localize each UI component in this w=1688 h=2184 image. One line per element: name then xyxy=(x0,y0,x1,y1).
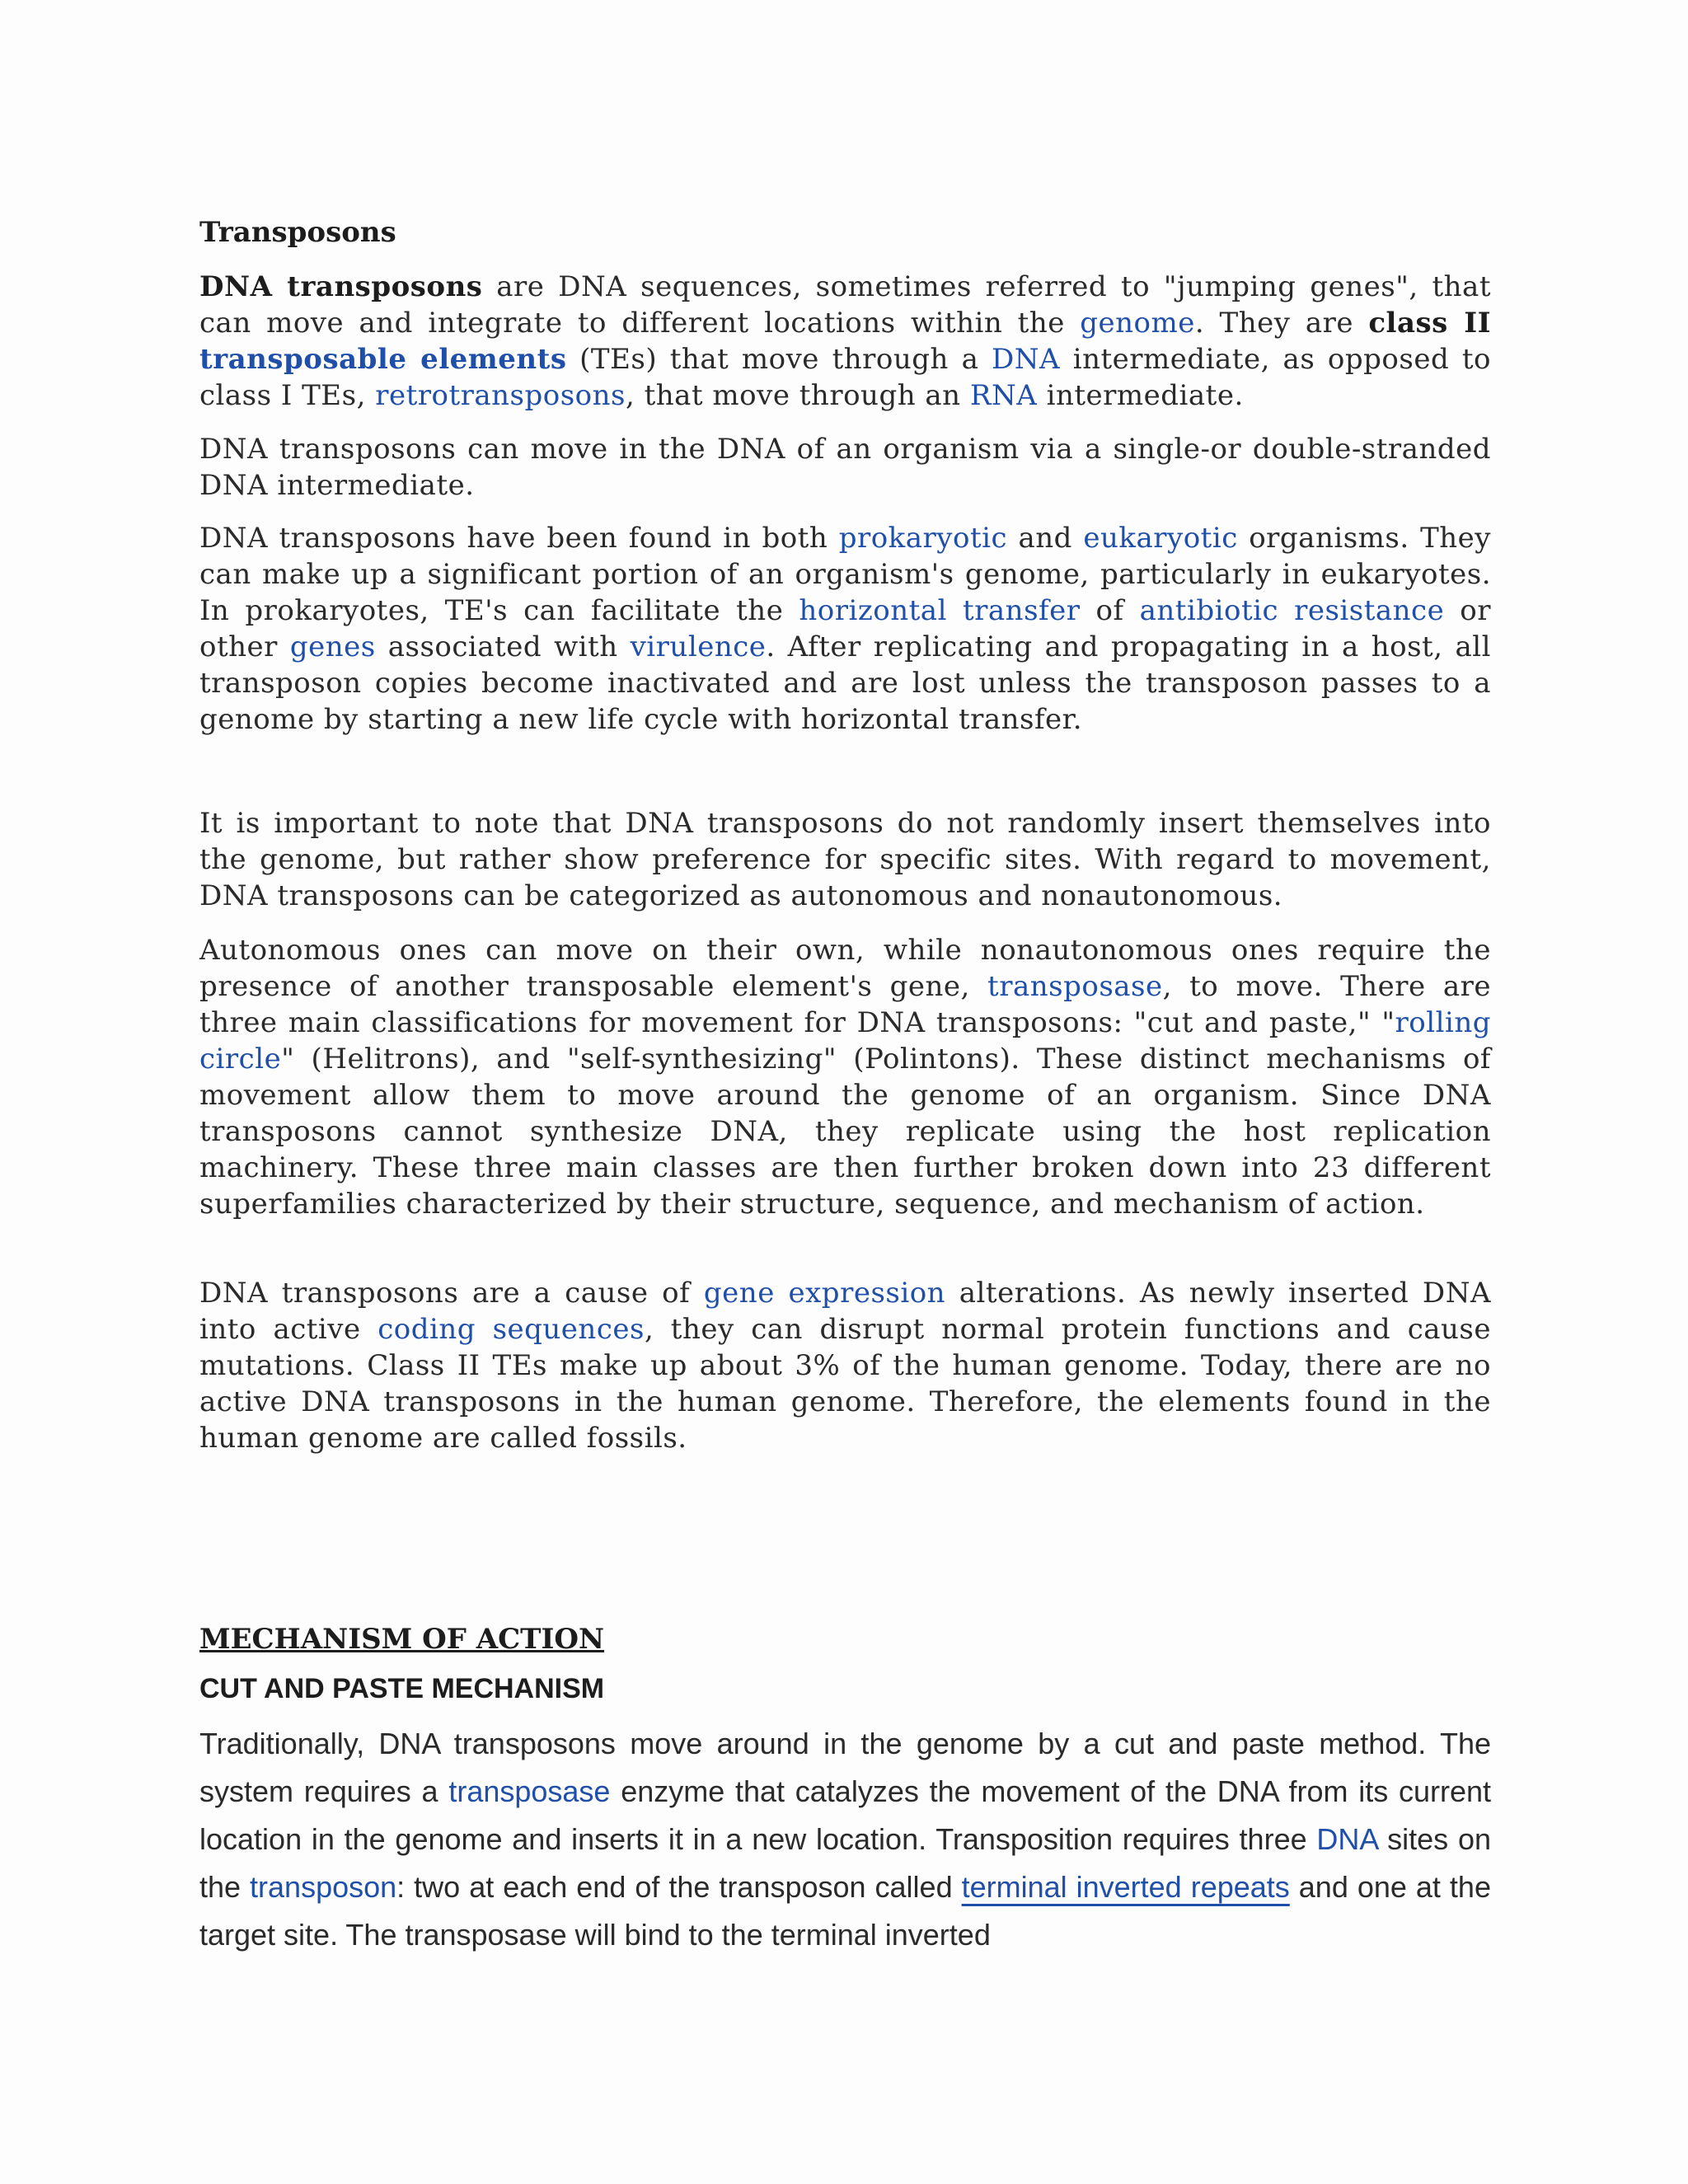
link-transposase-2[interactable]: transposase xyxy=(448,1774,611,1808)
subsection-heading-cut-and-paste: CUT AND PASTE MECHANISM xyxy=(199,1673,605,1704)
paragraph-autonomous: Autonomous ones can move on their own, while nonautonomous ones require the presence of another transposable element's gene, transposase, to move. There are three main classifications for movement for DNA transposons: "cut and paste," "rolling circle" (Helitrons), and "self-synthesizing" (Polintons). These distinct mechanisms of movement allow them to move around the genome of an organism. Since DNA transposons cannot synthesize DNA, they replicate using the host replication machinery. These three main classes are then further broken down into 23 different superfamilies characterized by their structure, sequence, and mechanism of action. xyxy=(199,934,1492,1221)
link-transposable-elements[interactable]: transposable elements xyxy=(199,343,567,376)
link-eukaryotic[interactable]: eukaryotic xyxy=(1083,522,1238,555)
link-dna-2[interactable]: DNA xyxy=(1316,1822,1378,1856)
paragraph-organisms: DNA transposons have been found in both prokaryotic and eukaryotic organisms. They can make up a significant portion of an organism's genome, particularly in eukaryotes. In prokaryotes, TE's can facilitate the horizontal transfer of antibiotic resistance or other genes associated with virulence. After replicating and propagating in a host, all transposon copies become inactivated and are lost unless the transposon passes to a genome by starting a new life cycle with horizontal transfer. xyxy=(199,522,1492,736)
term-class-ii: class II xyxy=(1368,307,1492,340)
page-title: Transposons xyxy=(199,216,396,249)
link-transposon[interactable]: transposon xyxy=(250,1870,397,1904)
link-coding-sequences[interactable]: coding sequences xyxy=(377,1313,645,1346)
section-heading-mechanism: MECHANISM OF ACTION xyxy=(199,1623,605,1656)
link-genome[interactable]: genome xyxy=(1080,307,1195,340)
link-rna[interactable]: RNA xyxy=(969,379,1038,412)
link-dna[interactable]: DNA xyxy=(992,343,1061,376)
link-virulence[interactable]: virulence xyxy=(630,630,767,663)
link-retrotransposons[interactable]: retrotransposons xyxy=(375,379,626,412)
link-genes[interactable]: genes xyxy=(289,630,376,663)
paragraph-intro: DNA transposons are DNA sequences, sometimes referred to "jumping genes", that can move and integrate to different locations within the genome. They are class II transposable elements (TEs) that move through a DNA intermediate, as opposed to class I TEs, retrotransposons, that move through an RNA intermediate. xyxy=(199,270,1492,412)
paragraph-insertion: It is important to note that DNA transposons do not randomly insert themselves into the genome, but rather show preference for specific sites. With regard to movement, DNA transposons can be categorized as autonomous and nonautonomous. xyxy=(199,807,1491,912)
link-transposase[interactable]: transposase xyxy=(987,970,1163,1003)
paragraph-gene-expression: DNA transposons are a cause of gene expression alterations. As newly inserted DNA into active coding sequences, they can disrupt normal protein functions and cause mutations. Class II TEs make up about 3% of the human genome. Today, there are no active DNA transposons in the human genome. Therefore, the elements found in the human genome are called fossils. xyxy=(199,1277,1491,1455)
link-antibiotic-resistance[interactable]: antibiotic resistance xyxy=(1139,594,1445,627)
link-rolling-circle[interactable]: rolling circle xyxy=(199,1006,1491,1076)
link-horizontal-transfer[interactable]: horizontal transfer xyxy=(799,594,1081,627)
link-prokaryotic[interactable]: prokaryotic xyxy=(838,522,1008,555)
paragraph-intermediate: DNA transposons can move in the DNA of an organism via a single-or double-stranded DNA intermediate. xyxy=(199,433,1491,502)
paragraph-cut-and-paste: Traditionally, DNA transposons move around in the genome by a cut and paste method. The system requires a transposase enzyme that catalyzes the movement of the DNA from its current location in the genome and inserts it in a new location. Transposition requires three DNA sites on the transposon: two at each end of the transposon called terminal inverted repeats and one at the target site. The transposase will bind to the terminal inverted xyxy=(199,1727,1491,1952)
link-terminal-inverted-repeats[interactable]: terminal inverted repeats xyxy=(961,1870,1290,1904)
link-gene-expression[interactable]: gene expression xyxy=(703,1277,946,1310)
term-dna-transposons: DNA transposons xyxy=(199,270,483,303)
